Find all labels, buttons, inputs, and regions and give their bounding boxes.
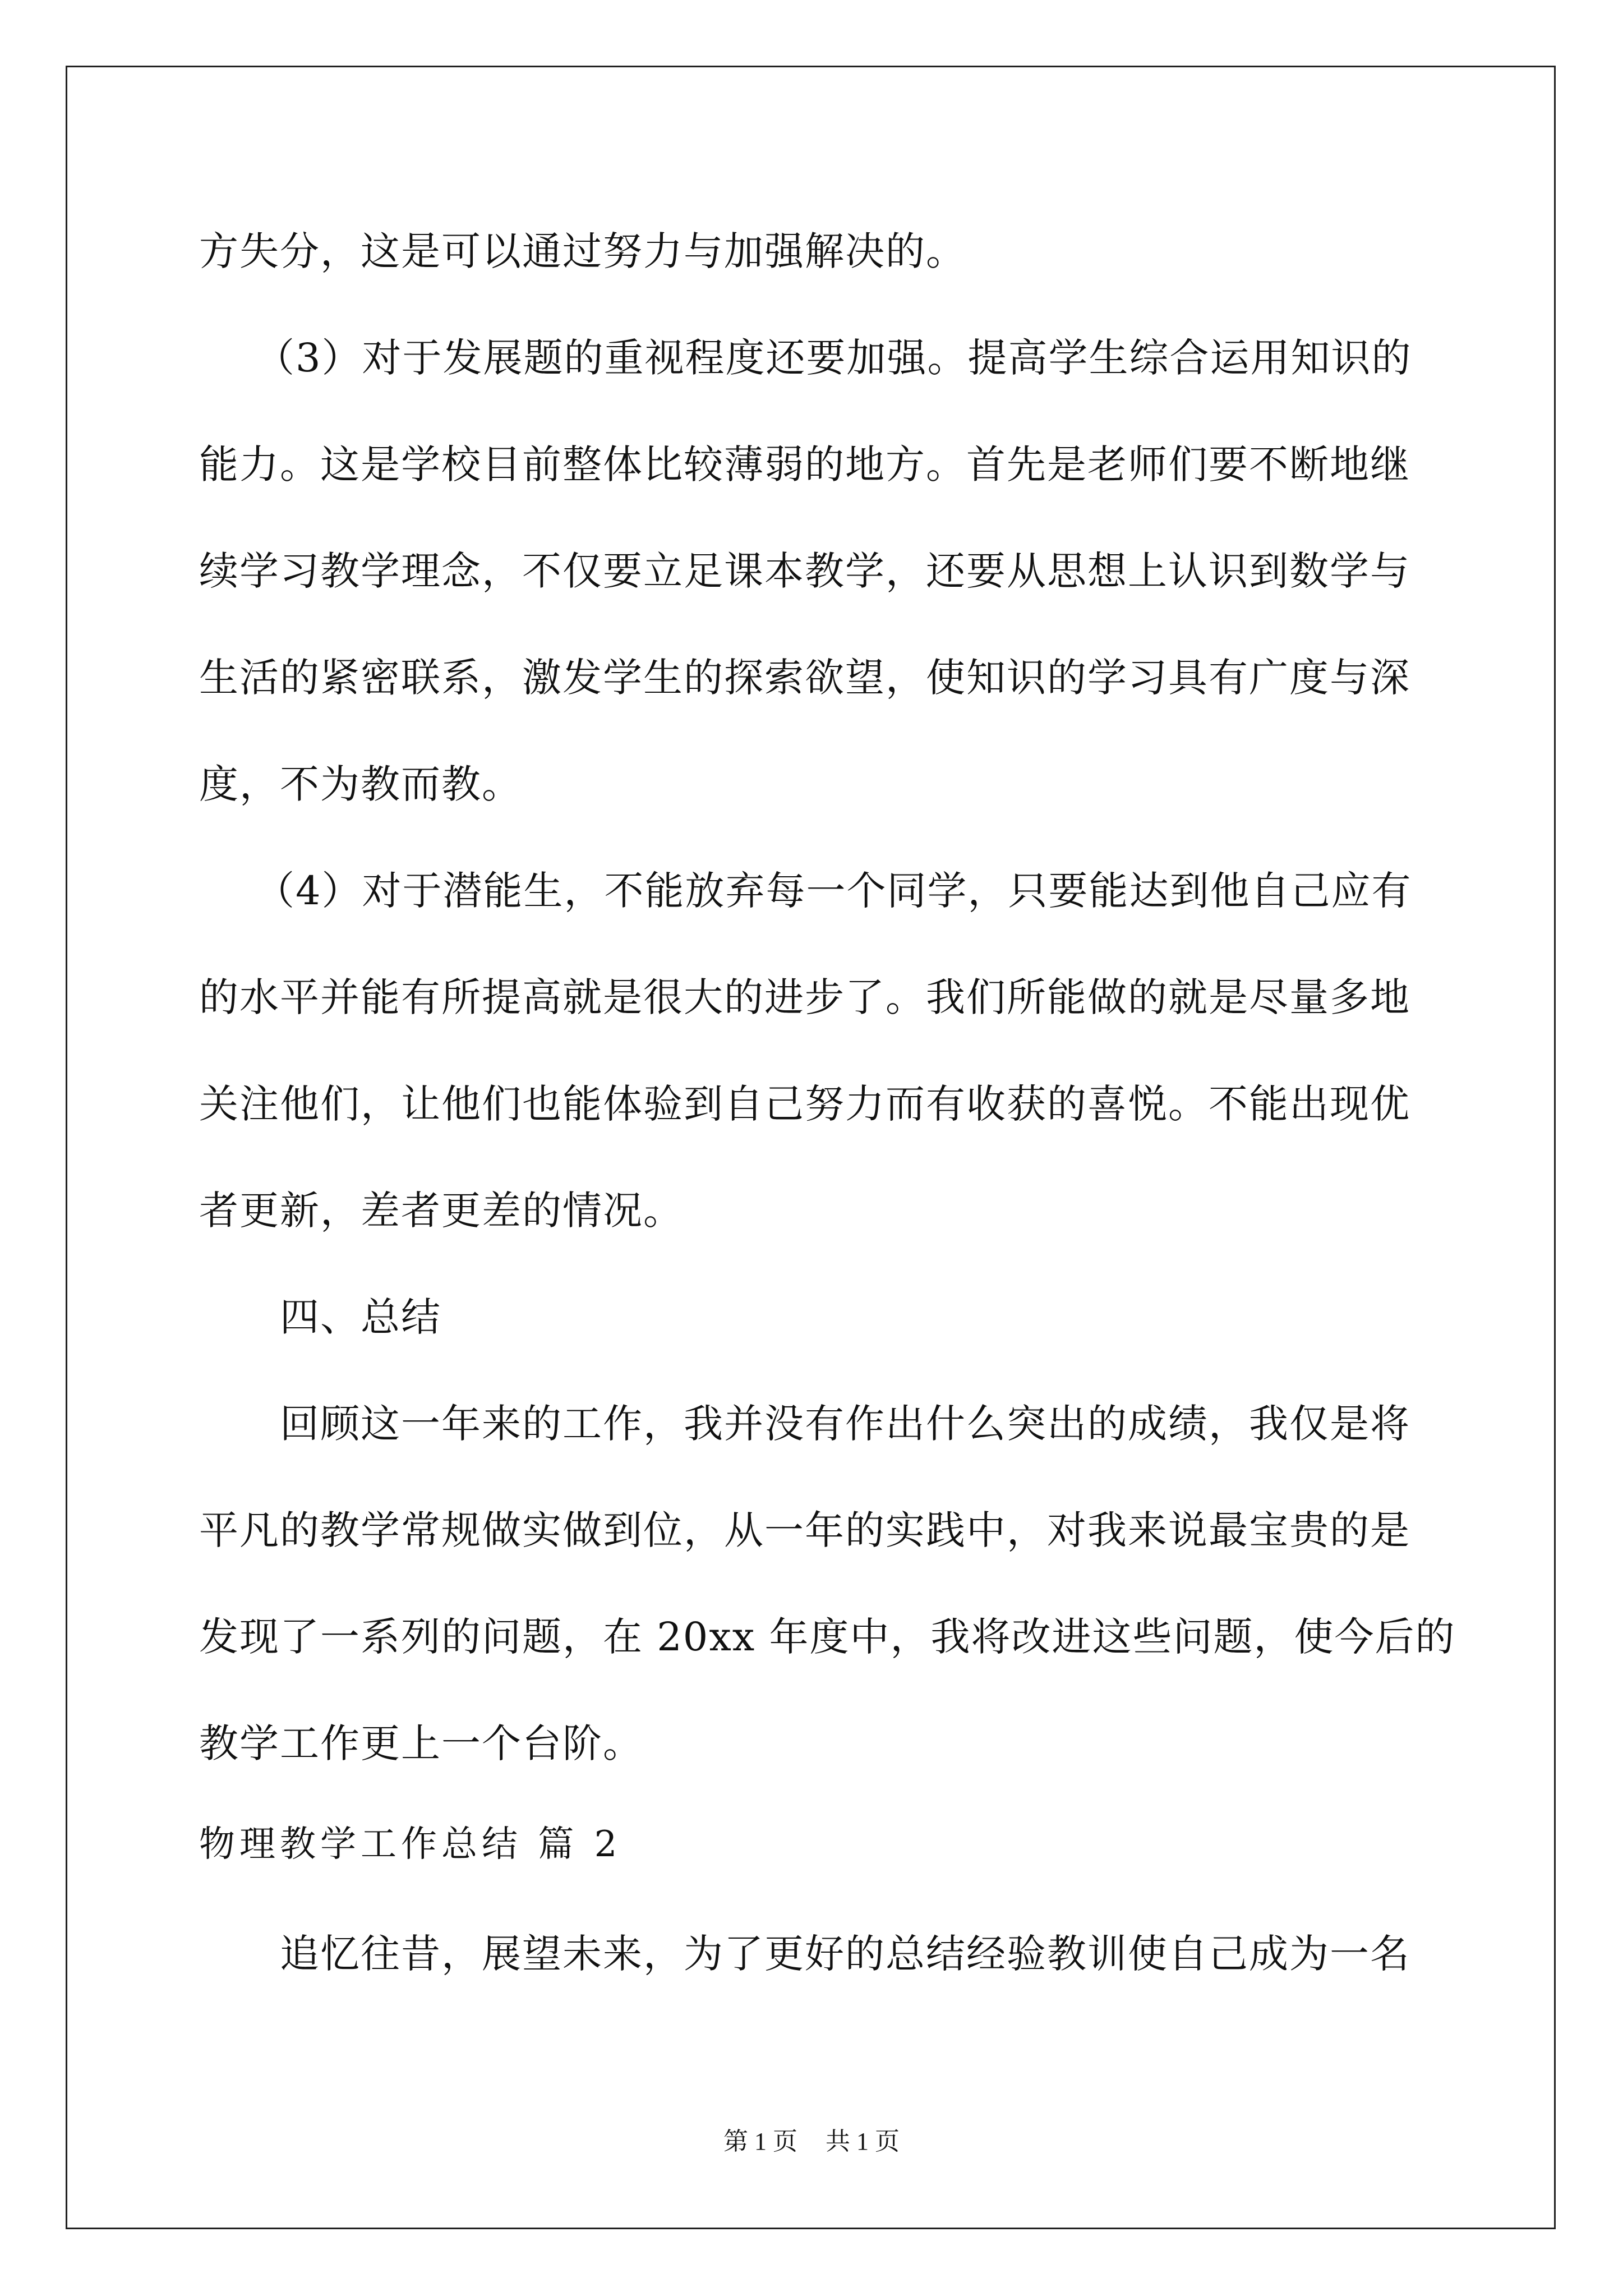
text-line: 方失分，这是可以通过努力与加强解决的。 [199,228,966,274]
article-title: 物理教学工作总结 篇 2 [199,1824,622,1865]
text-line: 追忆往昔，展望未来，为了更好的总结经验教训使自己成为一名 [199,1931,1410,1977]
text-line: 平凡的教学常规做实做到位，从一年的实践中，对我来说最宝贵的是 [199,1507,1410,1553]
text-line: 者更新，差者更差的情况。 [199,1188,684,1234]
text-line: 发现了一系列的问题，在 20xx 年度中，我将改进这些问题，使今后的 [199,1614,1456,1660]
text-line: 回顾这一年来的工作，我并没有作出什么突出的成绩，我仅是将 [199,1401,1410,1447]
page-total: 共 1 页 [826,2128,900,2155]
page-footer [0,2125,1623,2159]
text-line: 关注他们，让他们也能体验到自己努力而有收获的喜悦。不能出现优 [199,1081,1410,1127]
text-line: 续学习教学理念，不仅要立足课本教学，还要从思想上认识到数学与 [199,548,1410,594]
section-heading: 四、总结 [199,1294,441,1340]
text-line: （3）对于发展题的重视程度还要加强。提高学生综合运用知识的 [255,335,1412,381]
text-line: 的水平并能有所提高就是很大的进步了。我们所能做的就是尽量多地 [199,974,1410,1020]
text-line: 生活的紧密联系，激发学生的探索欲望，使知识的学习具有广度与深 [199,655,1410,701]
page-number: 第 1 页 [723,2128,797,2155]
text-line: 能力。这是学校目前整体比较薄弱的地方。首先是老师们要不断地继 [199,441,1410,487]
text-line: （4）对于潜能生，不能放弃每一个同学，只要能达到他自己应有 [255,868,1412,914]
text-line: 教学工作更上一个台阶。 [199,1720,643,1766]
text-line: 度，不为教而教。 [199,761,522,807]
